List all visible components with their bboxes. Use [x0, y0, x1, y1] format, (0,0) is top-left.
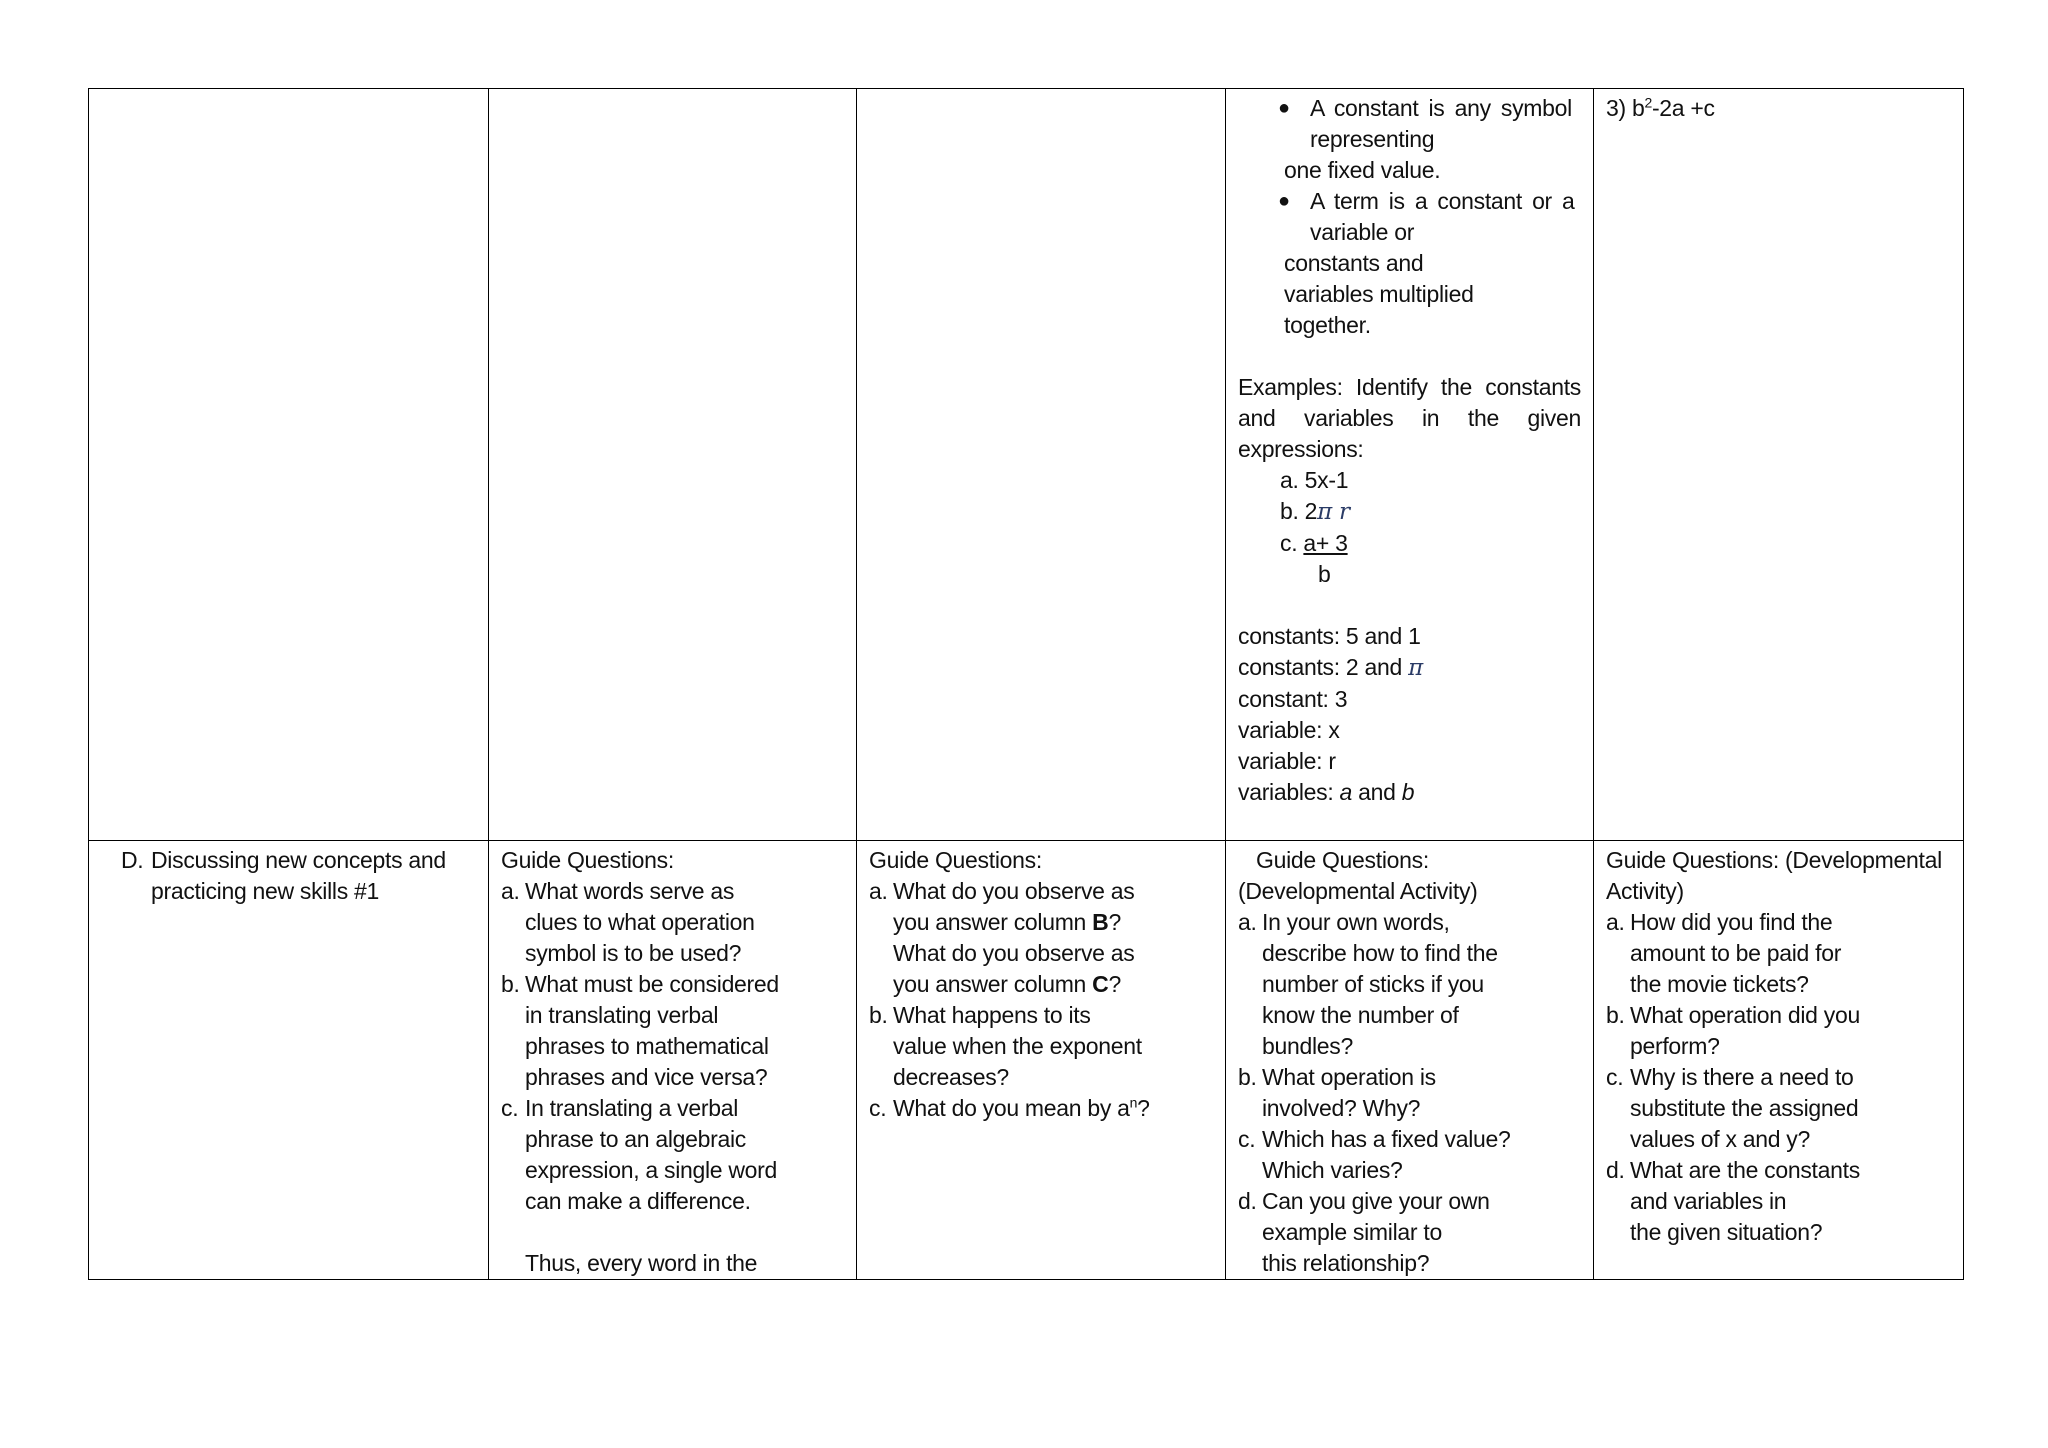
answer-line: variable: x	[1238, 717, 1340, 743]
guide-heading: Guide Questions:	[501, 847, 674, 873]
question-text: the movie tickets?	[1630, 971, 1809, 997]
question-item	[869, 876, 1213, 1000]
answer-line: variable: r	[1238, 748, 1336, 774]
expression-cell	[1594, 89, 1964, 841]
definition-text: together.	[1284, 312, 1371, 338]
lesson-plan-table	[88, 88, 1964, 1280]
question-text	[893, 969, 1213, 1000]
question-item	[501, 969, 844, 1093]
answer-prefix: constants: 2 and	[1238, 654, 1409, 680]
list-item	[1238, 93, 1581, 186]
question-text: expression, a single word	[525, 1157, 778, 1183]
question-text: bundles?	[1262, 1033, 1353, 1059]
section-label	[101, 845, 476, 907]
fraction-denominator: b	[1318, 561, 1331, 587]
answer-line	[1238, 652, 1581, 684]
table-row	[89, 89, 1964, 841]
example-b-prefix: b. 2	[1280, 498, 1318, 524]
variable-a: a	[1339, 779, 1353, 805]
question-text: and variables in	[1630, 1188, 1787, 1214]
table-cell-empty	[489, 89, 857, 841]
column-label: B	[1092, 909, 1109, 935]
question-marker: b.	[1606, 1002, 1625, 1028]
table-row	[89, 841, 1964, 1280]
example-c-prefix: c.	[1280, 530, 1304, 556]
variable-b: b	[1401, 779, 1415, 805]
example-b	[1238, 496, 1581, 528]
guide-questions-cell	[489, 841, 857, 1280]
question-text: In translating a verbal	[525, 1095, 739, 1121]
question-text: amount to be paid for	[1630, 940, 1842, 966]
example-a: a. 5x-1	[1280, 467, 1349, 493]
question-text: What operation did you	[1630, 1002, 1860, 1028]
question-marker: b.	[1238, 1064, 1257, 1090]
answer-mid: and	[1352, 779, 1402, 805]
question-item	[1606, 1155, 1951, 1248]
guide-questions-cell	[857, 841, 1226, 1280]
question-text: Can you give your own	[1262, 1188, 1490, 1214]
answer-prefix: variables:	[1238, 779, 1340, 805]
question-item	[1606, 1062, 1951, 1155]
question-text: in translating verbal	[525, 1002, 719, 1028]
question-item	[1238, 907, 1581, 1062]
question-marker: a.	[501, 878, 520, 904]
question-text: What do you observe as	[893, 878, 1135, 904]
question-text: Thus, every word in the	[525, 1250, 758, 1276]
question-marker: b.	[869, 1002, 888, 1028]
question-item	[501, 876, 844, 969]
guide-questions-cell	[1594, 841, 1964, 1280]
guide-questions-cell	[1226, 841, 1594, 1280]
fraction-numerator: a+ 3	[1303, 530, 1348, 556]
question-text: substitute the assigned	[1630, 1095, 1859, 1121]
question-marker: c.	[501, 1095, 519, 1121]
question-text: clues to what operation	[525, 909, 755, 935]
list-item	[1238, 186, 1581, 341]
pi-symbol: π	[1408, 655, 1423, 681]
question-text: What are the constants	[1630, 1157, 1860, 1183]
question-marker: c.	[869, 1095, 887, 1121]
definition-text: representing	[1310, 126, 1435, 152]
question-text: perform?	[1630, 1033, 1720, 1059]
answer-line: constant: 3	[1238, 686, 1348, 712]
definition-text: A term is a constant or a	[1310, 188, 1575, 214]
question-text: phrases and vice versa?	[525, 1064, 768, 1090]
question-text: value when the exponent	[893, 1033, 1142, 1059]
guide-heading: Activity)	[1606, 878, 1684, 904]
answer-line	[1238, 777, 1581, 808]
question-text-part: What do you mean by a	[893, 1095, 1130, 1121]
question-text: What happens to its	[893, 1002, 1091, 1028]
pi-r-symbols: π r	[1317, 499, 1350, 525]
question-text	[893, 907, 1213, 938]
question-item	[501, 1093, 844, 1279]
section-title-line: Discussing new concepts and	[151, 847, 446, 873]
expression-item	[1606, 93, 1951, 124]
question-marker: d.	[1238, 1188, 1257, 1214]
question-text: What do you observe as	[893, 940, 1135, 966]
question-item	[1238, 1124, 1581, 1186]
question-text: Why is there a need to	[1630, 1064, 1854, 1090]
question-text	[893, 1093, 1213, 1124]
expression-suffix: -2a +c	[1651, 95, 1715, 121]
question-text: describe how to find the	[1262, 940, 1498, 966]
exponent: 2	[1644, 94, 1652, 111]
expression-prefix: 3) b	[1606, 95, 1645, 121]
question-item	[869, 1000, 1213, 1093]
guide-heading: (Developmental Activity)	[1238, 878, 1478, 904]
question-text-part: you answer column	[893, 971, 1093, 997]
question-marker: c.	[1606, 1064, 1624, 1090]
question-text: symbol is to be used?	[525, 940, 742, 966]
definition-text: variable or	[1310, 219, 1415, 245]
section-marker: D.	[121, 847, 144, 873]
question-marker: a.	[869, 878, 888, 904]
question-text-part: ?	[1108, 971, 1121, 997]
question-text: involved? Why?	[1262, 1095, 1421, 1121]
bullet-icon: ●	[1278, 97, 1290, 119]
definition-text: constants and	[1284, 250, 1424, 276]
question-text: What must be considered	[525, 971, 779, 997]
guide-heading: Guide Questions:	[1256, 847, 1429, 873]
definitions-cell	[1226, 89, 1594, 841]
definition-list	[1238, 93, 1581, 341]
question-marker: c.	[1238, 1126, 1256, 1152]
question-list	[869, 876, 1213, 1124]
question-text: know the number of	[1262, 1002, 1459, 1028]
question-item	[1606, 1000, 1951, 1062]
question-text: Which has a fixed value?	[1262, 1126, 1511, 1152]
question-text: this relationship?	[1262, 1250, 1430, 1276]
guide-heading: Guide Questions: (Developmental	[1606, 847, 1942, 873]
guide-heading: Guide Questions:	[869, 847, 1042, 873]
question-text: can make a difference.	[525, 1188, 751, 1214]
question-text: phrases to mathematical	[525, 1033, 769, 1059]
table-cell-empty	[89, 89, 489, 841]
section-label-cell	[89, 841, 489, 1280]
question-text: example similar to	[1262, 1219, 1442, 1245]
definition-text: A constant is any symbol	[1310, 95, 1572, 121]
exponent: n	[1129, 1094, 1138, 1111]
example-c	[1238, 528, 1581, 559]
question-item	[1238, 1062, 1581, 1124]
question-text: What words serve as	[525, 878, 735, 904]
question-text: How did you find the	[1630, 909, 1833, 935]
question-text: number of sticks if you	[1262, 971, 1484, 997]
question-marker: b.	[501, 971, 520, 997]
question-text: the given situation?	[1630, 1219, 1823, 1245]
definition-text: one fixed value.	[1284, 157, 1441, 183]
question-item	[869, 1093, 1213, 1124]
table-cell-empty	[857, 89, 1226, 841]
question-text-part: ?	[1137, 1095, 1150, 1121]
column-label: C	[1092, 971, 1109, 997]
bullet-icon: ●	[1278, 190, 1290, 212]
question-marker: d.	[1606, 1157, 1625, 1183]
section-title-line: practicing new skills #1	[151, 878, 380, 904]
question-marker: a.	[1606, 909, 1625, 935]
question-text-part: ?	[1108, 909, 1121, 935]
question-text: In your own words,	[1262, 909, 1450, 935]
question-text: What operation is	[1262, 1064, 1436, 1090]
question-item	[1606, 907, 1951, 1000]
question-text-part: you answer column	[893, 909, 1093, 935]
question-text: values of x and y?	[1630, 1126, 1810, 1152]
question-marker: a.	[1238, 909, 1257, 935]
examples-intro: Examples: Identify the constants and variables in the given expressions:	[1238, 374, 1581, 462]
answer-line: constants: 5 and 1	[1238, 623, 1421, 649]
definition-text: variables multiplied	[1284, 281, 1474, 307]
question-text: decreases?	[893, 1064, 1009, 1090]
question-list	[1606, 907, 1951, 1248]
question-list	[501, 876, 844, 1279]
question-item	[1238, 1186, 1581, 1279]
question-text: phrase to an algebraic	[525, 1126, 746, 1152]
question-text: Which varies?	[1262, 1157, 1403, 1183]
question-list	[1238, 907, 1581, 1279]
